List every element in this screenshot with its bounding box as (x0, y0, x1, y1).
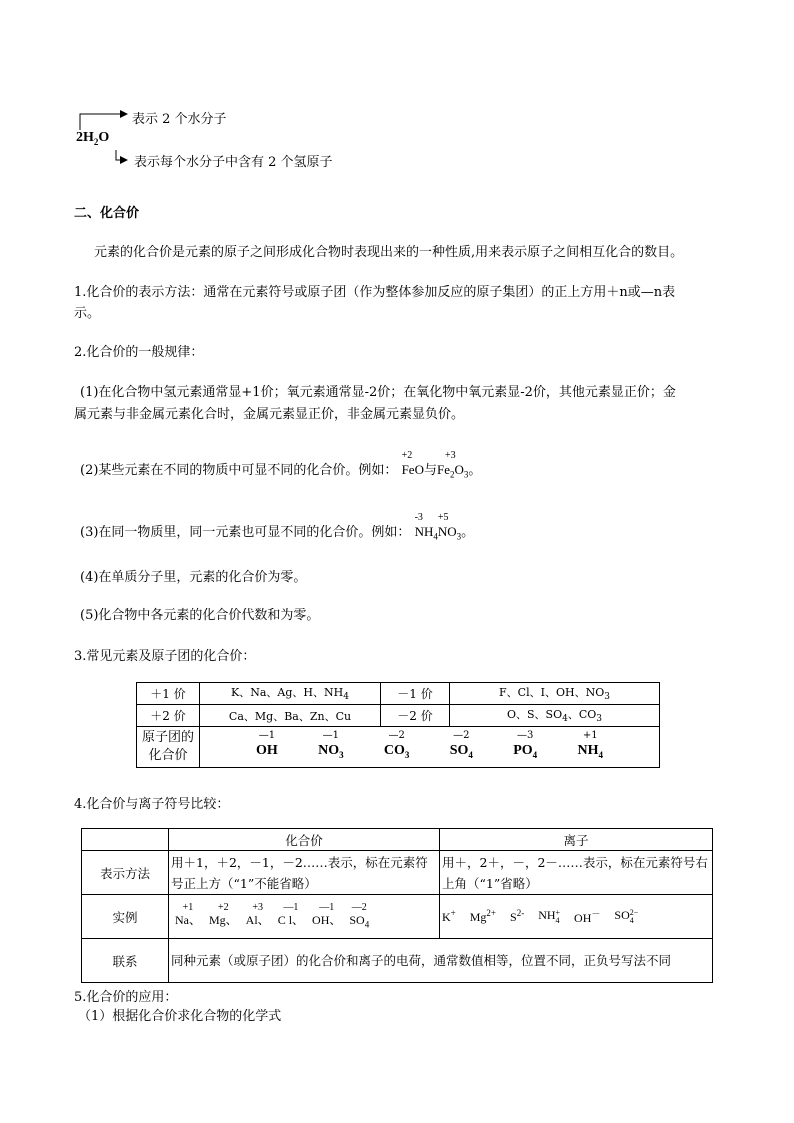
arrow-bottom-text: 表示每个水分子中含有 2 个氢原子 (134, 155, 333, 170)
comparison-table (81, 828, 713, 983)
table-row: 化合价 离子 (82, 829, 713, 851)
p5-item1: （1）根据化合价求化合物的化学式 (78, 1009, 282, 1024)
p4: 4.化合价与离子符号比较： (74, 797, 230, 812)
radical-group (513, 730, 537, 764)
rule3-example: -3 $NH_4$ +5 $NO_3$。 (414, 512, 475, 542)
p1-line2: 示。 (74, 306, 101, 321)
p2: 2.化合价的一般规律： (74, 345, 204, 360)
valence-example: —1 OH、 (312, 901, 342, 927)
ion-example: OH－ (574, 909, 601, 925)
radical-group (450, 730, 473, 764)
radical-valence: —3 (517, 730, 534, 742)
table-row: 联系 同种元素（或原子团）的化合价和离子的电荷，通常数值相等，位置不同，正负号写法不同 (82, 939, 713, 983)
p1-line1: 1.化合价的表示方法：通常在元素符号或原子团（作为整体参加反应的原子集团）的正上方用＋n或—n表 (74, 285, 676, 300)
radical-groups (202, 730, 657, 764)
radical-valence: —2 (388, 730, 405, 742)
p3: 3.常见元素及原子团的化合价： (74, 649, 256, 664)
table-row: ＋1 价 K、Na、Ag、H、$NH_4$ －1 价 F、Cl、I、OH、$NO_3$ (137, 683, 660, 705)
p5: 5.化合价的应用： (74, 990, 178, 1005)
radical-symbol: $CO_3$ (383, 743, 410, 760)
radical-symbol: $SO_4$ (449, 743, 473, 760)
arrow-top-text: 表示 2 个水分子 (132, 112, 227, 127)
rule2-example: +2 FeO与 +3 $Fe_2O_3$。 (401, 450, 482, 480)
table-row: 实例 +1 Na、 +2 Mg、 +3 Al、 —1 C l、 —1 OH、 —2 $SO_4$ K+ $Mg^{2+}$ $S^{2-}$ NH + 4 OH－ SO 2− 4 (82, 895, 713, 939)
radical-valence: —1 (258, 730, 276, 742)
radical-symbol: $PO_4$ (513, 743, 538, 760)
rule3: (3)在同一物质里，同一元素也可显不同的化合价。例如： -3 $NH_4$ +5 $NO_3$。 (80, 512, 475, 542)
rule5: (5)化合物中各元素的化合价代数和为零。 (80, 608, 320, 623)
water-formula: $2H_2O$ (76, 130, 110, 147)
table-row: ＋2 价 Ca、Mg、Ba、Zn、Cu －2 价 O、S、$SO_4$、$CO_3$ (137, 705, 660, 727)
table-row: 原子团的 化合价 —1 OH —1 $NO_3$ —2 $CO_3$ —2 $SO_4$ —3 $PO_4$ +1 $NH_4$ (137, 727, 660, 768)
radical-group (384, 730, 410, 764)
radical-group (318, 730, 344, 764)
rule1-line2: 属元素与非金属元素化合时，金属元素显正价，非金属元素显负价。 (74, 407, 465, 422)
valence-table (136, 682, 660, 768)
valence-example: +1 Na、 (175, 901, 201, 927)
valence-example: —1 C l、 (277, 901, 305, 927)
radical-symbol: OH (256, 743, 278, 759)
radical-valence: —1 (322, 730, 340, 742)
intro-paragraph: 元素的化合价是元素的原子之间形成化合物时表现出来的一种性质,用来表示原子之间相互化合的数目。 (94, 245, 684, 260)
ion-example: K+ (442, 908, 456, 924)
radical-symbol: $NO_3$ (318, 743, 344, 760)
table-row: 表示方法 用＋1，＋2，－1，－2……表示，标在元素符号正上方（“1”不能省略） 用＋，2＋，－，2－……表示，标在元素符号右上角（“1”省略） (82, 851, 713, 895)
rule2: (2)某些元素在不同的物质中可显不同的化合价。例如： +2 FeO与 +3 $Fe_2O_3$。 (80, 450, 482, 480)
ion-example: SO 2− 4 (614, 907, 639, 925)
valence-example: +3 Al、 (245, 901, 270, 927)
section-title: 二、化合价 (74, 206, 140, 221)
ion-examples (442, 907, 710, 926)
ion-example: $Mg^{2+}$ (469, 908, 496, 924)
radical-group (577, 730, 603, 764)
valence-examples (171, 902, 437, 931)
radical-symbol: $NH_4$ (577, 743, 603, 760)
rule4: (4)在单质分子里，元素的化合价为零。 (80, 570, 307, 585)
valence-example: —2 $SO_4$ (349, 901, 370, 930)
rule1-line1: (1)在化合物中氢元素通常显+1价；氧元素通常显-2价；在氧化物中氧元素显-2价，其他元素显正价；金 (80, 385, 676, 400)
radical-valence: +1 (582, 730, 598, 742)
ion-example: $S^{2-}$ (510, 908, 525, 924)
radical-group (256, 730, 278, 764)
radical-valence: —2 (453, 730, 470, 742)
valence-example: +2 Mg、 (209, 901, 238, 927)
ion-example: NH + 4 (538, 907, 561, 925)
